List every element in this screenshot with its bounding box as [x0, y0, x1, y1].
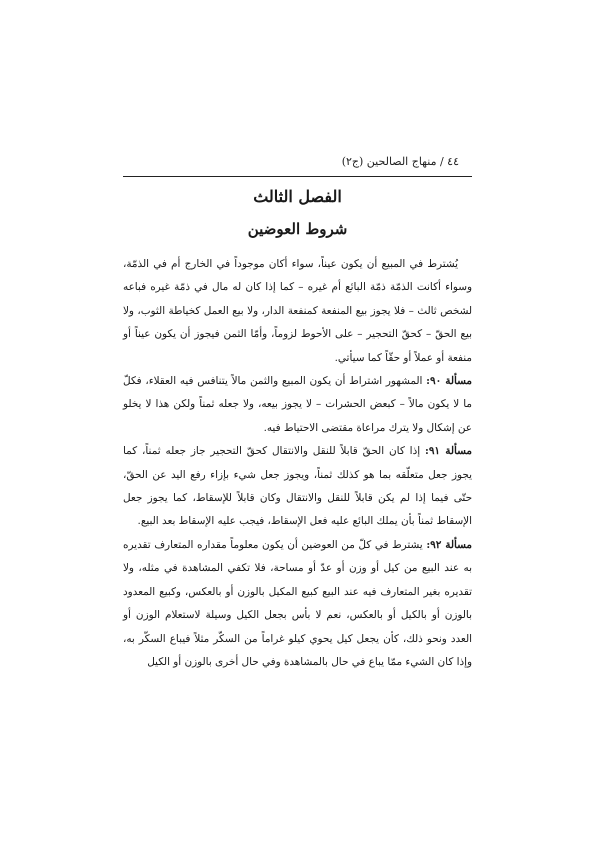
- section-title: شروط العوضين: [247, 220, 348, 238]
- running-header: ٤٤ / منهاج الصالحين (ج٢): [341, 155, 459, 168]
- paragraph-issue-91: [123, 440, 472, 534]
- paragraph-intro: [123, 253, 472, 370]
- paragraph-issue-92: [123, 534, 472, 674]
- paragraph-issue-90: [123, 370, 472, 440]
- issue-label: مسألة ٩٢:: [426, 538, 472, 551]
- paragraph-text: يُشترط في المبيع أن يكون عيناً، سواء أكان موجوداً في الخارج أم في الذمّة، وسواء أكانت الذمّة ذمّة البائع أم غيره – كما إذا كان له مال في ذمّة غيره فباعه لشخص ثالث – فلا يجوز بيع المنفعة كمنفعة الدار، ولا بيع العمل كخياطة الثوب، ولا بيع الحقّ – كحقّ التحجير – على الأحوط لزوماً، وأمّا الثمن فيجوز أن يكون عيناً أو منفعة أو عملاً أو حقّاً كما سيأتي.: [123, 258, 472, 364]
- paragraph-text: المشهور اشتراط أن يكون المبيع والثمن مالاً يتنافس فيه العقلاء، فكلّ ما لا يكون مالاً – كبعض الحشرات – لا يجوز بيعه، ولا جعله ثمناً ولكن هذا لا يخلو عن إشكال ولا يترك مراعاة مقتضى الاحتياط فيه.: [123, 375, 472, 434]
- paragraph-text: يشترط في كلّ من العوضين أن يكون معلوماً مقداره المتعارف تقديره به عند البيع من كيل أو وزن أو عدّ أو مساحة، فلا تكفي المشاهدة في مثله، ولا تقديره بغير المتعارف فيه عند البيع كبيع المكيل بالوزن أو بالعكس، وكبيع المعدود بالوزن أو بالكيل أو بالعكس، نعم لا بأس بجعل الكيل وسيلة لاستعلام الوزن أو العدد ونحو ذلك، كأن يجعل كيل يحوي كيلو غراماً من السكّر مثلاً فيباع السكّر به، وإذا كان الشيء ممّا يباع في حال بالمشاهدة وفي حال أخرى بالوزن أو الكيل: [123, 538, 472, 668]
- paragraph-text: إذا كان الحقّ قابلاً للنقل والانتقال كحقّ التحجير جاز جعله ثمناً، كما يجوز جعل متعلّقه بما هو كذلك ثمناً، ويجوز جعل شيء بإزاء رفع اليد عن الحقّ، حتّى فيما إذا لم يكن قابلاً للنقل والانتقال وكان قابلاً للإسقاط، كما يجوز جعل الإسقاط ثمناً بأن يملك البائع عليه فعل الإسقاط، فيجب عليه الإسقاط بعد البيع.: [123, 445, 472, 528]
- body-text: [123, 253, 472, 674]
- chapter-title: الفصل الثالث: [253, 187, 342, 206]
- header-rule: [123, 176, 472, 177]
- issue-label: مسألة ٩١:: [425, 445, 472, 458]
- issue-label: مسألة ٩٠:: [426, 375, 472, 388]
